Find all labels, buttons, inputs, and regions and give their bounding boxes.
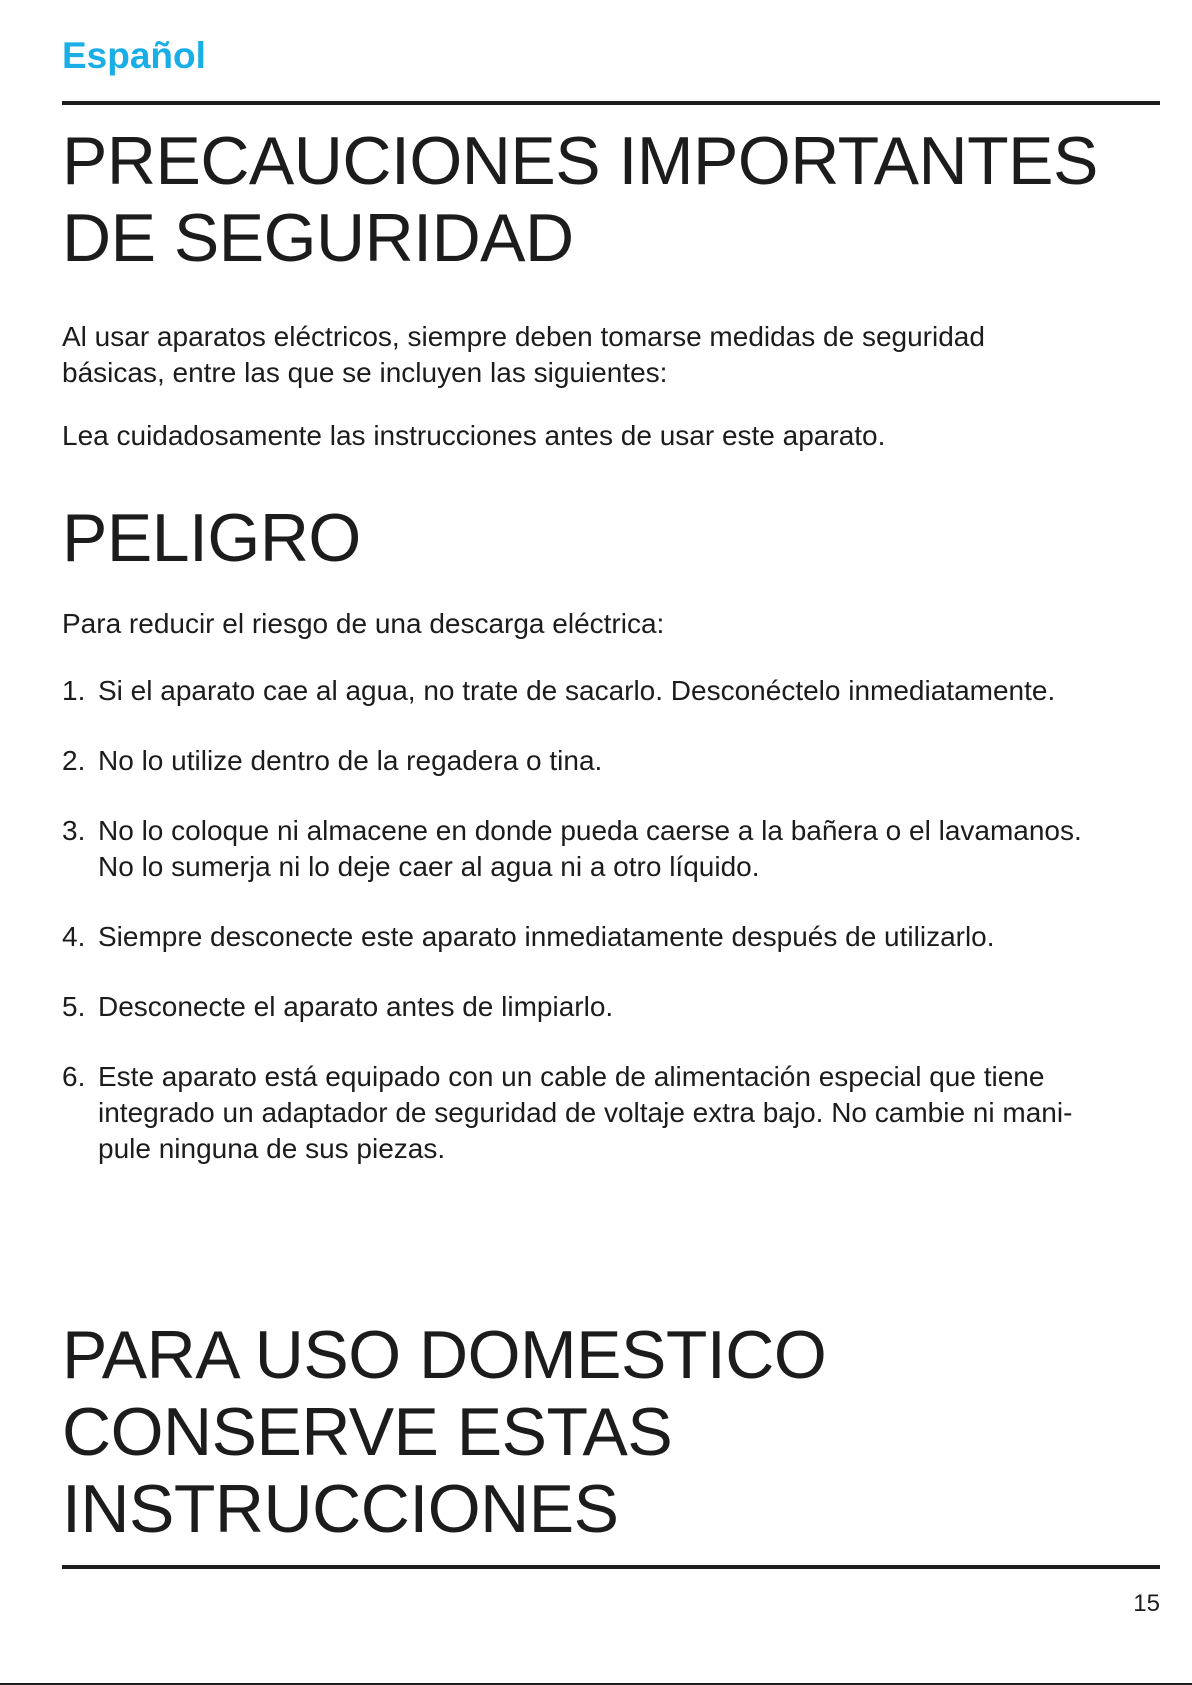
list-item-text bbox=[98, 813, 1160, 885]
danger-intro: Para reducir el riesgo de una descarga eléctrica: bbox=[62, 608, 665, 639]
intro-paragraph-line-2: básicas, entre las que se incluyen las siguientes: bbox=[62, 357, 668, 388]
list-item-line: No lo sumerja ni lo deje caer al agua ni a otro líquido. bbox=[98, 851, 760, 882]
list-item-text bbox=[98, 919, 1160, 955]
list-item-text bbox=[98, 743, 1160, 779]
list-item-line: Siempre desconecte este aparato inmediatamente después de utilizarlo. bbox=[98, 921, 995, 952]
list-item-number: 3. bbox=[62, 815, 86, 846]
list-item-line: integrado un adaptador de seguridad de voltaje extra bajo. No cambie ni mani- bbox=[98, 1097, 1073, 1128]
intro-paragraph bbox=[62, 319, 1160, 391]
list-item bbox=[62, 813, 1160, 885]
page-title-line-2: DE SEGURIDAD bbox=[62, 200, 574, 276]
list-item-number: 6. bbox=[62, 1061, 86, 1092]
page-number: 15 bbox=[1133, 1590, 1160, 1617]
list-item-text bbox=[98, 989, 1160, 1025]
language-label: Español bbox=[62, 35, 206, 76]
household-use-line-2: CONSERVE ESTAS bbox=[62, 1394, 673, 1470]
list-item-line: Si el aparato cae al agua, no trate de sacarlo. Desconéctelo inmediatamente. bbox=[98, 675, 1056, 706]
list-item bbox=[62, 1059, 1160, 1167]
list-item-number: 1. bbox=[62, 675, 86, 706]
danger-heading: PELIGRO bbox=[62, 500, 361, 576]
list-item-number: 5. bbox=[62, 991, 86, 1022]
page-title-line-1: PRECAUCIONES IMPORTANTES bbox=[62, 123, 1098, 199]
list-item-line: No lo utilize dentro de la regadera o tina. bbox=[98, 745, 603, 776]
list-item bbox=[62, 989, 1160, 1025]
page-title bbox=[62, 123, 1098, 277]
household-use-heading bbox=[62, 1317, 826, 1548]
list-item bbox=[62, 743, 1160, 779]
household-use-line-3: INSTRUCCIONES bbox=[62, 1471, 619, 1547]
list-item-line: Desconecte el aparato antes de limpiarlo. bbox=[98, 991, 614, 1022]
list-item-line: No lo coloque ni almacene en donde pueda caerse a la bañera o el lavamanos. bbox=[98, 815, 1082, 846]
list-item-text bbox=[98, 1059, 1160, 1167]
list-item bbox=[62, 919, 1160, 955]
top-divider bbox=[62, 101, 1160, 105]
intro-paragraph-line-1: Al usar aparatos eléctricos, siempre deben tomarse medidas de seguridad bbox=[62, 321, 985, 352]
manual-page bbox=[62, 0, 1160, 1685]
household-use-line-1: PARA USO DOMESTICO bbox=[62, 1317, 827, 1393]
list-item-text bbox=[98, 673, 1160, 709]
list-item-number: 2. bbox=[62, 745, 86, 776]
list-item-line: Este aparato está equipado con un cable de alimentación especial que tiene bbox=[98, 1061, 1045, 1092]
bottom-divider bbox=[62, 1565, 1160, 1569]
list-item-line: pule ninguna de sus piezas. bbox=[98, 1133, 446, 1164]
list-item-number: 4. bbox=[62, 921, 86, 952]
danger-list bbox=[62, 673, 1160, 1201]
read-instructions-paragraph: Lea cuidadosamente las instrucciones antes de usar este aparato. bbox=[62, 420, 886, 451]
list-item bbox=[62, 673, 1160, 709]
